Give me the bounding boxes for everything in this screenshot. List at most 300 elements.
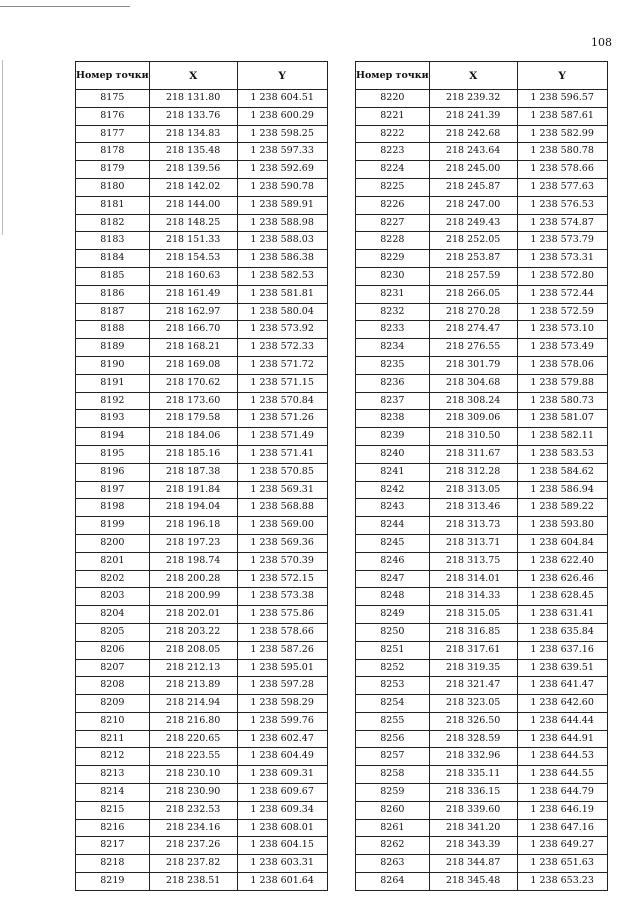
table-row bbox=[76, 623, 328, 641]
table-body-left bbox=[76, 90, 328, 891]
cell-point-number: 8258 bbox=[356, 766, 430, 784]
cell-y: 1 238 571.26 bbox=[237, 410, 327, 428]
cell-y: 1 238 569.31 bbox=[237, 481, 327, 499]
cell-y: 1 238 572.80 bbox=[517, 267, 607, 285]
table-row bbox=[356, 517, 608, 535]
cell-y: 1 238 580.73 bbox=[517, 392, 607, 410]
cell-point-number: 8251 bbox=[356, 641, 430, 659]
cell-y: 1 238 646.19 bbox=[517, 801, 607, 819]
cell-x: 218 247.00 bbox=[429, 196, 517, 214]
cell-x: 218 311.67 bbox=[429, 445, 517, 463]
cell-x: 218 315.05 bbox=[429, 606, 517, 624]
table-row bbox=[356, 445, 608, 463]
cell-x: 218 185.16 bbox=[149, 445, 237, 463]
cell-point-number: 8222 bbox=[356, 125, 430, 143]
cell-point-number: 8202 bbox=[76, 570, 150, 588]
cell-y: 1 238 571.41 bbox=[237, 445, 327, 463]
table-row bbox=[76, 873, 328, 891]
cell-y: 1 238 604.51 bbox=[237, 90, 327, 108]
table-row bbox=[76, 748, 328, 766]
table-row bbox=[76, 143, 328, 161]
table-row bbox=[356, 819, 608, 837]
cell-x: 218 313.05 bbox=[429, 481, 517, 499]
cell-x: 218 191.84 bbox=[149, 481, 237, 499]
cell-x: 218 304.68 bbox=[429, 374, 517, 392]
scan-artifact-top bbox=[0, 6, 130, 7]
scan-artifact-left bbox=[2, 60, 3, 235]
cell-point-number: 8226 bbox=[356, 196, 430, 214]
cell-point-number: 8181 bbox=[76, 196, 150, 214]
cell-x: 218 242.68 bbox=[429, 125, 517, 143]
table-row bbox=[76, 784, 328, 802]
cell-y: 1 238 584.62 bbox=[517, 463, 607, 481]
table-row bbox=[76, 356, 328, 374]
cell-x: 218 323.05 bbox=[429, 695, 517, 713]
table-row bbox=[356, 267, 608, 285]
table-row bbox=[356, 232, 608, 250]
cell-y: 1 238 571.15 bbox=[237, 374, 327, 392]
cell-y: 1 238 586.94 bbox=[517, 481, 607, 499]
table-row bbox=[356, 534, 608, 552]
cell-point-number: 8210 bbox=[76, 712, 150, 730]
cell-point-number: 8260 bbox=[356, 801, 430, 819]
cell-y: 1 238 576.53 bbox=[517, 196, 607, 214]
cell-y: 1 238 573.49 bbox=[517, 339, 607, 357]
cell-y: 1 238 575.86 bbox=[237, 606, 327, 624]
cell-point-number: 8232 bbox=[356, 303, 430, 321]
header-x: X bbox=[429, 62, 517, 90]
cell-x: 218 270.28 bbox=[429, 303, 517, 321]
cell-point-number: 8190 bbox=[76, 356, 150, 374]
cell-y: 1 238 589.91 bbox=[237, 196, 327, 214]
cell-y: 1 238 597.33 bbox=[237, 143, 327, 161]
cell-y: 1 238 639.51 bbox=[517, 659, 607, 677]
cell-point-number: 8255 bbox=[356, 712, 430, 730]
cell-x: 218 345.48 bbox=[429, 873, 517, 891]
cell-y: 1 238 580.78 bbox=[517, 143, 607, 161]
cell-y: 1 238 590.78 bbox=[237, 178, 327, 196]
cell-y: 1 238 602.47 bbox=[237, 730, 327, 748]
cell-point-number: 8230 bbox=[356, 267, 430, 285]
cell-point-number: 8241 bbox=[356, 463, 430, 481]
cell-point-number: 8245 bbox=[356, 534, 430, 552]
table-row bbox=[356, 143, 608, 161]
coordinates-table-right bbox=[355, 61, 608, 891]
cell-x: 218 203.22 bbox=[149, 623, 237, 641]
cell-point-number: 8183 bbox=[76, 232, 150, 250]
cell-y: 1 238 586.38 bbox=[237, 250, 327, 268]
cell-point-number: 8184 bbox=[76, 250, 150, 268]
table-row bbox=[76, 606, 328, 624]
cell-x: 218 314.01 bbox=[429, 570, 517, 588]
cell-x: 218 202.01 bbox=[149, 606, 237, 624]
cell-x: 218 208.05 bbox=[149, 641, 237, 659]
cell-x: 218 332.96 bbox=[429, 748, 517, 766]
cell-y: 1 238 569.00 bbox=[237, 517, 327, 535]
table-row bbox=[76, 285, 328, 303]
cell-y: 1 238 647.16 bbox=[517, 819, 607, 837]
cell-x: 218 257.59 bbox=[429, 267, 517, 285]
cell-x: 218 313.73 bbox=[429, 517, 517, 535]
cell-y: 1 238 574.87 bbox=[517, 214, 607, 232]
cell-point-number: 8238 bbox=[356, 410, 430, 428]
cell-y: 1 238 572.44 bbox=[517, 285, 607, 303]
table-row bbox=[356, 374, 608, 392]
table-row bbox=[356, 303, 608, 321]
table-row bbox=[76, 107, 328, 125]
cell-y: 1 238 608.01 bbox=[237, 819, 327, 837]
cell-point-number: 8193 bbox=[76, 410, 150, 428]
cell-x: 218 133.76 bbox=[149, 107, 237, 125]
cell-point-number: 8227 bbox=[356, 214, 430, 232]
table-row bbox=[356, 196, 608, 214]
cell-point-number: 8246 bbox=[356, 552, 430, 570]
cell-x: 218 252.05 bbox=[429, 232, 517, 250]
cell-point-number: 8205 bbox=[76, 623, 150, 641]
cell-y: 1 238 644.55 bbox=[517, 766, 607, 784]
cell-y: 1 238 570.84 bbox=[237, 392, 327, 410]
cell-y: 1 238 604.49 bbox=[237, 748, 327, 766]
cell-y: 1 238 573.31 bbox=[517, 250, 607, 268]
cell-x: 218 173.60 bbox=[149, 392, 237, 410]
cell-x: 218 266.05 bbox=[429, 285, 517, 303]
table-row bbox=[76, 819, 328, 837]
cell-y: 1 238 604.15 bbox=[237, 837, 327, 855]
table-row bbox=[356, 588, 608, 606]
header-y: Y bbox=[517, 62, 607, 90]
table-row bbox=[356, 659, 608, 677]
cell-x: 218 301.79 bbox=[429, 356, 517, 374]
table-row bbox=[76, 641, 328, 659]
cell-x: 218 196.18 bbox=[149, 517, 237, 535]
table-row bbox=[76, 517, 328, 535]
cell-point-number: 8218 bbox=[76, 855, 150, 873]
cell-point-number: 8206 bbox=[76, 641, 150, 659]
cell-x: 218 313.46 bbox=[429, 499, 517, 517]
table-row bbox=[76, 801, 328, 819]
table-row bbox=[76, 90, 328, 108]
cell-point-number: 8213 bbox=[76, 766, 150, 784]
cell-y: 1 238 622.40 bbox=[517, 552, 607, 570]
cell-x: 218 142.02 bbox=[149, 178, 237, 196]
cell-y: 1 238 582.53 bbox=[237, 267, 327, 285]
cell-y: 1 238 568.88 bbox=[237, 499, 327, 517]
cell-y: 1 238 635.84 bbox=[517, 623, 607, 641]
cell-x: 218 343.39 bbox=[429, 837, 517, 855]
cell-y: 1 238 593.80 bbox=[517, 517, 607, 535]
cell-x: 218 234.16 bbox=[149, 819, 237, 837]
cell-y: 1 238 578.66 bbox=[517, 161, 607, 179]
cell-point-number: 8231 bbox=[356, 285, 430, 303]
cell-y: 1 238 599.76 bbox=[237, 712, 327, 730]
cell-y: 1 238 587.26 bbox=[237, 641, 327, 659]
cell-x: 218 200.28 bbox=[149, 570, 237, 588]
cell-point-number: 8252 bbox=[356, 659, 430, 677]
cell-y: 1 238 581.81 bbox=[237, 285, 327, 303]
table-row bbox=[76, 267, 328, 285]
cell-x: 218 166.70 bbox=[149, 321, 237, 339]
cell-point-number: 8208 bbox=[76, 677, 150, 695]
cell-point-number: 8247 bbox=[356, 570, 430, 588]
cell-point-number: 8250 bbox=[356, 623, 430, 641]
table-row bbox=[76, 855, 328, 873]
cell-y: 1 238 642.60 bbox=[517, 695, 607, 713]
table-row bbox=[76, 374, 328, 392]
cell-point-number: 8240 bbox=[356, 445, 430, 463]
cell-x: 218 313.71 bbox=[429, 534, 517, 552]
cell-point-number: 8195 bbox=[76, 445, 150, 463]
cell-y: 1 238 609.67 bbox=[237, 784, 327, 802]
cell-point-number: 8261 bbox=[356, 819, 430, 837]
cell-y: 1 238 598.25 bbox=[237, 125, 327, 143]
table-row bbox=[76, 214, 328, 232]
table-row bbox=[356, 410, 608, 428]
table-row bbox=[356, 339, 608, 357]
page-number: 108 bbox=[591, 36, 612, 49]
cell-y: 1 238 600.29 bbox=[237, 107, 327, 125]
cell-x: 218 308.24 bbox=[429, 392, 517, 410]
table-row bbox=[356, 90, 608, 108]
cell-x: 218 230.90 bbox=[149, 784, 237, 802]
cell-point-number: 8197 bbox=[76, 481, 150, 499]
cell-y: 1 238 583.53 bbox=[517, 445, 607, 463]
cell-y: 1 238 588.98 bbox=[237, 214, 327, 232]
cell-x: 218 237.26 bbox=[149, 837, 237, 855]
cell-point-number: 8176 bbox=[76, 107, 150, 125]
cell-y: 1 238 592.69 bbox=[237, 161, 327, 179]
cell-x: 218 162.97 bbox=[149, 303, 237, 321]
table-row bbox=[76, 125, 328, 143]
cell-y: 1 238 649.27 bbox=[517, 837, 607, 855]
table-row bbox=[356, 499, 608, 517]
cell-y: 1 238 651.63 bbox=[517, 855, 607, 873]
cell-x: 218 213.89 bbox=[149, 677, 237, 695]
cell-x: 218 194.04 bbox=[149, 499, 237, 517]
cell-y: 1 238 626.46 bbox=[517, 570, 607, 588]
table-body-right bbox=[356, 90, 608, 891]
cell-x: 218 241.39 bbox=[429, 107, 517, 125]
table-row bbox=[356, 214, 608, 232]
table-row bbox=[76, 339, 328, 357]
table-row bbox=[356, 606, 608, 624]
cell-y: 1 238 596.57 bbox=[517, 90, 607, 108]
table-row bbox=[76, 552, 328, 570]
cell-point-number: 8249 bbox=[356, 606, 430, 624]
cell-point-number: 8236 bbox=[356, 374, 430, 392]
cell-y: 1 238 595.01 bbox=[237, 659, 327, 677]
cell-x: 218 326.50 bbox=[429, 712, 517, 730]
cell-y: 1 238 578.66 bbox=[237, 623, 327, 641]
cell-x: 218 212.13 bbox=[149, 659, 237, 677]
cell-y: 1 238 572.59 bbox=[517, 303, 607, 321]
table-row bbox=[76, 677, 328, 695]
cell-point-number: 8219 bbox=[76, 873, 150, 891]
cell-point-number: 8235 bbox=[356, 356, 430, 374]
cell-x: 218 134.83 bbox=[149, 125, 237, 143]
cell-y: 1 238 572.15 bbox=[237, 570, 327, 588]
cell-point-number: 8203 bbox=[76, 588, 150, 606]
cell-x: 218 198.74 bbox=[149, 552, 237, 570]
cell-point-number: 8234 bbox=[356, 339, 430, 357]
cell-point-number: 8207 bbox=[76, 659, 150, 677]
cell-x: 218 160.63 bbox=[149, 267, 237, 285]
table-row bbox=[356, 748, 608, 766]
table-row bbox=[356, 641, 608, 659]
cell-x: 218 312.28 bbox=[429, 463, 517, 481]
table-header-row bbox=[356, 62, 608, 90]
cell-x: 218 328.59 bbox=[429, 730, 517, 748]
cell-point-number: 8180 bbox=[76, 178, 150, 196]
cell-y: 1 238 637.16 bbox=[517, 641, 607, 659]
cell-x: 218 317.61 bbox=[429, 641, 517, 659]
cell-x: 218 314.33 bbox=[429, 588, 517, 606]
cell-y: 1 238 578.06 bbox=[517, 356, 607, 374]
cell-point-number: 8185 bbox=[76, 267, 150, 285]
cell-point-number: 8187 bbox=[76, 303, 150, 321]
table-row bbox=[76, 303, 328, 321]
cell-point-number: 8200 bbox=[76, 534, 150, 552]
table-row bbox=[76, 499, 328, 517]
cell-y: 1 238 644.79 bbox=[517, 784, 607, 802]
table-row bbox=[356, 873, 608, 891]
cell-point-number: 8221 bbox=[356, 107, 430, 125]
cell-y: 1 238 644.53 bbox=[517, 748, 607, 766]
cell-y: 1 238 641.47 bbox=[517, 677, 607, 695]
table-row bbox=[356, 552, 608, 570]
table-row bbox=[356, 570, 608, 588]
header-y: Y bbox=[237, 62, 327, 90]
table-row bbox=[76, 712, 328, 730]
table-header-row bbox=[76, 62, 328, 90]
table-row bbox=[356, 766, 608, 784]
table-row bbox=[356, 178, 608, 196]
cell-x: 218 161.49 bbox=[149, 285, 237, 303]
table-row bbox=[76, 659, 328, 677]
cell-x: 218 223.55 bbox=[149, 748, 237, 766]
cell-y: 1 238 604.84 bbox=[517, 534, 607, 552]
table-row bbox=[356, 161, 608, 179]
table-row bbox=[76, 410, 328, 428]
cell-point-number: 8243 bbox=[356, 499, 430, 517]
cell-x: 218 339.60 bbox=[429, 801, 517, 819]
cell-x: 218 335.11 bbox=[429, 766, 517, 784]
table-row bbox=[356, 837, 608, 855]
cell-point-number: 8178 bbox=[76, 143, 150, 161]
cell-point-number: 8225 bbox=[356, 178, 430, 196]
cell-point-number: 8215 bbox=[76, 801, 150, 819]
cell-x: 218 144.00 bbox=[149, 196, 237, 214]
cell-x: 218 243.64 bbox=[429, 143, 517, 161]
table-row bbox=[76, 695, 328, 713]
table-row bbox=[76, 428, 328, 446]
cell-x: 218 139.56 bbox=[149, 161, 237, 179]
cell-y: 1 238 573.10 bbox=[517, 321, 607, 339]
cell-y: 1 238 571.49 bbox=[237, 428, 327, 446]
cell-y: 1 238 573.79 bbox=[517, 232, 607, 250]
cell-point-number: 8242 bbox=[356, 481, 430, 499]
cell-point-number: 8194 bbox=[76, 428, 150, 446]
header-point-number: Номер точки bbox=[76, 62, 150, 90]
cell-x: 218 135.48 bbox=[149, 143, 237, 161]
cell-point-number: 8257 bbox=[356, 748, 430, 766]
cell-y: 1 238 631.41 bbox=[517, 606, 607, 624]
cell-point-number: 8256 bbox=[356, 730, 430, 748]
cell-point-number: 8223 bbox=[356, 143, 430, 161]
cell-y: 1 238 598.29 bbox=[237, 695, 327, 713]
table-row bbox=[356, 463, 608, 481]
cell-y: 1 238 603.31 bbox=[237, 855, 327, 873]
table-row bbox=[356, 730, 608, 748]
table-row bbox=[76, 481, 328, 499]
cell-x: 218 276.55 bbox=[429, 339, 517, 357]
table-row bbox=[356, 712, 608, 730]
table-row bbox=[76, 196, 328, 214]
cell-point-number: 8188 bbox=[76, 321, 150, 339]
cell-x: 218 316.85 bbox=[429, 623, 517, 641]
cell-x: 218 187.38 bbox=[149, 463, 237, 481]
cell-x: 218 344.87 bbox=[429, 855, 517, 873]
cell-x: 218 214.94 bbox=[149, 695, 237, 713]
table-row bbox=[76, 570, 328, 588]
cell-y: 1 238 653.23 bbox=[517, 873, 607, 891]
cell-point-number: 8224 bbox=[356, 161, 430, 179]
cell-point-number: 8237 bbox=[356, 392, 430, 410]
cell-y: 1 238 597.28 bbox=[237, 677, 327, 695]
table-row bbox=[76, 392, 328, 410]
table-row bbox=[76, 463, 328, 481]
cell-x: 218 274.47 bbox=[429, 321, 517, 339]
cell-point-number: 8229 bbox=[356, 250, 430, 268]
table-row bbox=[356, 285, 608, 303]
cell-point-number: 8248 bbox=[356, 588, 430, 606]
cell-point-number: 8254 bbox=[356, 695, 430, 713]
cell-point-number: 8177 bbox=[76, 125, 150, 143]
cell-point-number: 8211 bbox=[76, 730, 150, 748]
table-row bbox=[76, 445, 328, 463]
cell-x: 218 321.47 bbox=[429, 677, 517, 695]
cell-x: 218 341.20 bbox=[429, 819, 517, 837]
table-row bbox=[76, 321, 328, 339]
cell-point-number: 8233 bbox=[356, 321, 430, 339]
cell-point-number: 8253 bbox=[356, 677, 430, 695]
cell-x: 218 310.50 bbox=[429, 428, 517, 446]
table-row bbox=[356, 107, 608, 125]
cell-point-number: 8212 bbox=[76, 748, 150, 766]
cell-y: 1 238 609.31 bbox=[237, 766, 327, 784]
cell-y: 1 238 570.39 bbox=[237, 552, 327, 570]
cell-y: 1 238 580.04 bbox=[237, 303, 327, 321]
table-row bbox=[76, 250, 328, 268]
cell-point-number: 8196 bbox=[76, 463, 150, 481]
cell-y: 1 238 577.63 bbox=[517, 178, 607, 196]
cell-x: 218 168.21 bbox=[149, 339, 237, 357]
cell-y: 1 238 644.91 bbox=[517, 730, 607, 748]
cell-y: 1 238 628.45 bbox=[517, 588, 607, 606]
cell-point-number: 8239 bbox=[356, 428, 430, 446]
cell-point-number: 8189 bbox=[76, 339, 150, 357]
cell-point-number: 8244 bbox=[356, 517, 430, 535]
cell-point-number: 8264 bbox=[356, 873, 430, 891]
cell-point-number: 8175 bbox=[76, 90, 150, 108]
cell-y: 1 238 588.03 bbox=[237, 232, 327, 250]
table-row bbox=[76, 837, 328, 855]
cell-y: 1 238 573.92 bbox=[237, 321, 327, 339]
cell-y: 1 238 587.61 bbox=[517, 107, 607, 125]
cell-y: 1 238 579.88 bbox=[517, 374, 607, 392]
cell-x: 218 179.58 bbox=[149, 410, 237, 428]
cell-x: 218 313.75 bbox=[429, 552, 517, 570]
table-row bbox=[356, 321, 608, 339]
